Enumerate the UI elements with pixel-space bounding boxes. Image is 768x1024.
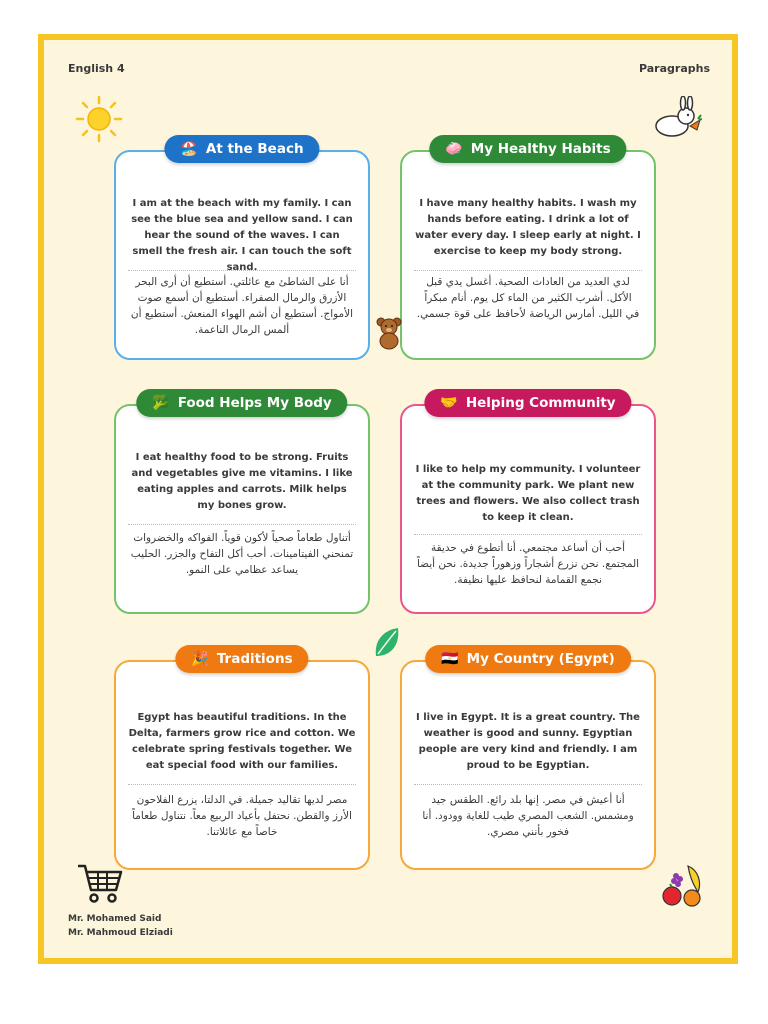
topic-label: Paragraphs bbox=[638, 62, 710, 75]
divider bbox=[128, 784, 356, 785]
divider bbox=[128, 524, 356, 525]
party-popper-icon: 🎉 bbox=[191, 651, 209, 667]
card-my-country-egypt bbox=[400, 651, 656, 870]
rabbit-icon bbox=[650, 96, 702, 140]
sun-icon bbox=[74, 94, 124, 144]
card-at-the-beach bbox=[114, 141, 370, 360]
page-frame bbox=[38, 34, 738, 964]
card-title: My Healthy Habits bbox=[470, 141, 611, 157]
arabic-paragraph: أتناول طعاماً صحياً لأكون قوياً. الفواكه والخضروات تمنحني الفيتامينات. أحب أكل التفاح والجزر. الحليب يساعد عظامي على النمو. bbox=[130, 532, 354, 576]
divider bbox=[414, 270, 642, 271]
card-title: Traditions bbox=[216, 651, 293, 667]
arabic-paragraph: لدي العديد من العادات الصحية. أغسل يدي قبل الأكل. أشرب الكثير من الماء كل يوم. أنام مبكراً في الليل. أمارس الرياضة لأحافظ على قوة جسمي. bbox=[416, 276, 640, 320]
card-helping-community bbox=[400, 395, 656, 614]
shopping-cart-icon bbox=[76, 862, 124, 906]
card-food-helps-my-body bbox=[114, 395, 370, 614]
arabic-paragraph: أحب أن أساعد مجتمعي. أنا أتطوع في حديقة المجتمع. نحن نزرع أشجاراً وزهوراً جديدة. نحن أيضاً نجمع القمامة لنحافظ عليها نظيفة. bbox=[416, 542, 640, 586]
divider bbox=[414, 534, 642, 535]
card-traditions bbox=[114, 651, 370, 870]
card-title-badge bbox=[424, 389, 631, 417]
card-title-badge bbox=[175, 645, 308, 673]
beach-umbrella-icon: 🏖️ bbox=[180, 141, 198, 157]
arabic-paragraph: أنا على الشاطئ مع عائلتي. أستطيع أن أرى البحر الأزرق والرمال الصفراء. أستطيع أن أسمع صوت الأمواج. أستطيع أن أشم الهواء المنعش. أستطيع أن ألمس الرمال الناعمة. bbox=[130, 276, 354, 336]
english-paragraph: I am at the beach with my family. I can see the blue sea and yellow sand. I can hear the sound of the waves. I can smell the fresh air. I can touch the soft sand. bbox=[131, 198, 353, 273]
fruits-icon bbox=[658, 860, 708, 910]
arabic-paragraph: مصر لديها تقاليد جميلة. في الدلتا، يزرع الفلاحون الأرز والقطن. نحتفل بأعياد الربيع معاً. نتناول طعاماً خاصاً مع عائلاتنا. bbox=[132, 794, 352, 838]
card-title: At the Beach bbox=[205, 141, 304, 157]
teddy-bear-icon bbox=[371, 314, 407, 350]
english-paragraph: Egypt has beautiful traditions. In the Delta, farmers grow rice and cotton. We celebrate spring festivals together. We eat special food with our families. bbox=[128, 712, 356, 771]
card-title-badge bbox=[164, 135, 319, 163]
english-paragraph: I eat healthy food to be strong. Fruits and vegetables give me vitamins. I like eating apples and carrots. Milk helps my bones grow. bbox=[131, 452, 353, 511]
card-title-badge bbox=[425, 645, 631, 673]
english-paragraph: I have many healthy habits. I wash my hands before eating. I drink a lot of water every day. I sleep early at night. I exercise to keep my body strong. bbox=[415, 198, 641, 257]
soap-icon: 🧼 bbox=[445, 141, 463, 157]
card-my-healthy-habits bbox=[400, 141, 656, 360]
card-title-badge bbox=[136, 389, 347, 417]
author-name: Mr. Mahmoud Elziadi bbox=[68, 928, 173, 938]
card-title-badge bbox=[429, 135, 626, 163]
egypt-flag-icon: 🇪🇬 bbox=[441, 651, 459, 667]
english-paragraph: I live in Egypt. It is a great country. The weather is good and sunny. Egyptian people are very kind and friendly. I am proud to be Egyptian. bbox=[416, 712, 640, 771]
broccoli-icon: 🥦 bbox=[152, 395, 170, 411]
divider bbox=[414, 784, 642, 785]
english-paragraph: I like to help my community. I volunteer at the community park. We plant new trees and flowers. We also collect trash to keep it clean. bbox=[415, 464, 641, 523]
card-title: My Country (Egypt) bbox=[466, 651, 615, 667]
arabic-paragraph: أنا أعيش في مصر. إنها بلد رائع. الطقس جيد ومشمس. الشعب المصري طيب للغاية وودود. أنا فخور بأنني مصري. bbox=[422, 794, 634, 838]
authors bbox=[68, 912, 173, 940]
subject-label: English 4 bbox=[68, 62, 125, 75]
card-title: Helping Community bbox=[465, 395, 616, 411]
author-name: Mr. Mohamed Said bbox=[68, 914, 162, 924]
handshake-icon: 🤝 bbox=[440, 395, 458, 411]
divider bbox=[128, 270, 356, 271]
card-title: Food Helps My Body bbox=[177, 395, 332, 411]
leaf-icon bbox=[372, 626, 402, 660]
